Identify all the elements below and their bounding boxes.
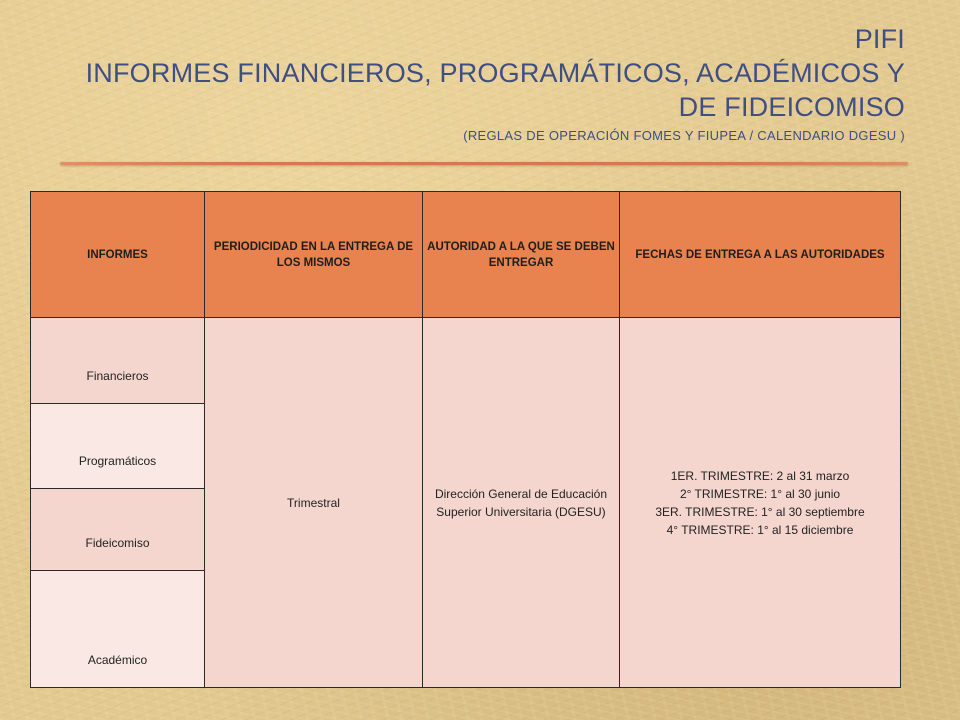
header-informes: INFORMES: [31, 192, 205, 318]
table-header-row: [31, 192, 901, 318]
slide-title-block: [45, 22, 905, 146]
periodicidad-cell: Trimestral: [205, 318, 423, 688]
fechas-cell: [620, 318, 901, 688]
slide-title-pifi: PIFI: [854, 24, 905, 54]
slide-title-line-3: DE FIDEICOMISO: [678, 92, 905, 122]
fecha-trimestre-1: 1ER. TRIMESTRE: 2 al 31 marzo: [670, 468, 850, 483]
informes-table-container: [30, 191, 900, 687]
table-row: [31, 318, 901, 404]
autoridad-cell: Dirección General de Educación Superior Universitaria (DGESU): [423, 318, 620, 688]
fecha-trimestre-2: 2° TRIMESTRE: 1° al 30 junio: [679, 486, 841, 501]
header-periodicidad: PERIODICIDAD EN LA ENTREGA DE LOS MISMOS: [205, 192, 423, 318]
informe-financieros: Financieros: [31, 318, 205, 404]
informe-programaticos: Programáticos: [31, 404, 205, 489]
slide-title-line-2: INFORMES FINANCIEROS, PROGRAMÁTICOS, ACADÉMICOS Y: [85, 58, 905, 88]
fecha-trimestre-3: 3ER. TRIMESTRE: 1° al 30 septiembre: [655, 504, 865, 519]
fecha-trimestre-4: 4° TRIMESTRE: 1° al 15 diciembre: [666, 522, 854, 537]
header-autoridad: AUTORIDAD A LA QUE SE DEBEN ENTREGAR: [423, 192, 620, 318]
title-divider: [60, 162, 908, 165]
slide-subtitle: (REGLAS DE OPERACIÓN FOMES Y FIUPEA / CALENDARIO DGESU ): [463, 128, 905, 143]
informe-academico: Académico: [31, 571, 205, 688]
header-fechas: FECHAS DE ENTREGA A LAS AUTORIDADES: [620, 192, 901, 318]
informes-table: [30, 191, 901, 688]
informe-fideicomiso: Fideicomiso: [31, 489, 205, 571]
